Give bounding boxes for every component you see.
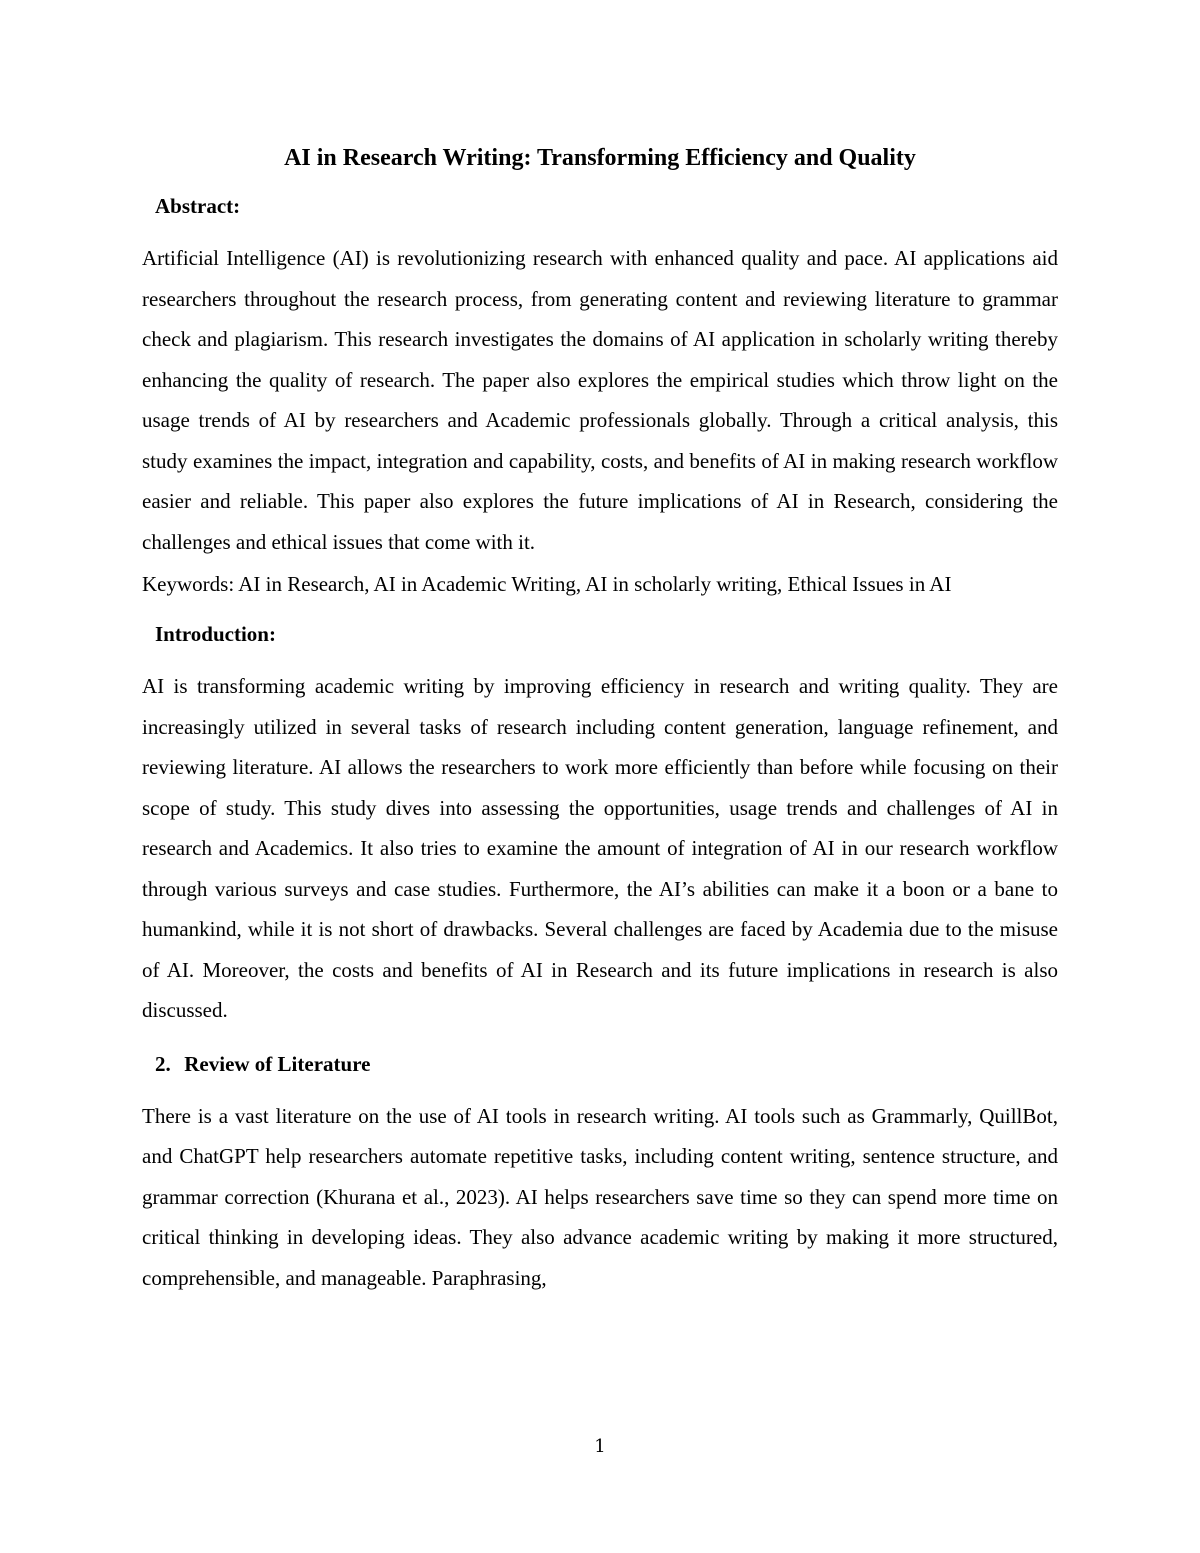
paper-title: AI in Research Writing: Transforming Efficiency and Quality xyxy=(284,145,916,171)
keywords-line: Keywords: AI in Research, AI in Academic Writing, AI in scholarly writing, Ethical Issues in AI xyxy=(142,572,952,596)
introduction-heading: Introduction: xyxy=(155,622,276,646)
page-number: 1 xyxy=(594,1436,606,1457)
review-heading xyxy=(155,1048,1058,1080)
abstract-body: Artificial Intelligence (AI) is revolutionizing research with enhanced quality and pace. AI applications aid researchers throughout the research process, from generating content and reviewing literature to grammar check and plagiarism. This research investigates the domains of AI application in scholarly writing thereby enhancing the quality of research. The paper also explores the empirical studies which throw light on the usage trends of AI by researchers and Academic professionals globally. Through a critical analysis, this study examines the impact, integration and capability, costs, and benefits of AI in making research workflow easier and reliable. This paper also explores the future implications of AI in Research, considering the challenges and ethical issues that come with it. xyxy=(142,246,1058,554)
introduction-body: AI is transforming academic writing by improving efficiency in research and writing quality. They are increasingly utilized in several tasks of research including content generation, language refinement, and reviewing literature. AI allows the researchers to work more efficiently than before while focusing on their scope of study. This study dives into assessing the opportunities, usage trends and challenges of AI in research and Academics. It also tries to examine the amount of integration of AI in our research workflow through various surveys and case studies. Furthermore, the AI’s abilities can make it a boon or a bane to humankind, while it is not short of drawbacks. Several challenges are faced by Academia due to the misuse of AI. Moreover, the costs and benefits of AI in Research and its future implications in research is also discussed. xyxy=(142,674,1058,1022)
abstract-heading: Abstract: xyxy=(155,194,241,218)
review-body: There is a vast literature on the use of AI tools in research writing. AI tools such as Grammarly, QuillBot, and ChatGPT help researchers automate repetitive tasks, including content writing, sentence structure, and grammar correction (Khurana et al., 2023). AI helps researchers save time so they can spend more time on critical thinking in developing ideas. They also advance academic writing by making it more structured, comprehensible, and manageable. Paraphrasing, xyxy=(142,1103,1058,1290)
page-content xyxy=(142,140,1058,1298)
section-number: 2. xyxy=(155,1051,171,1076)
section-title: Review of Literature xyxy=(184,1051,371,1076)
